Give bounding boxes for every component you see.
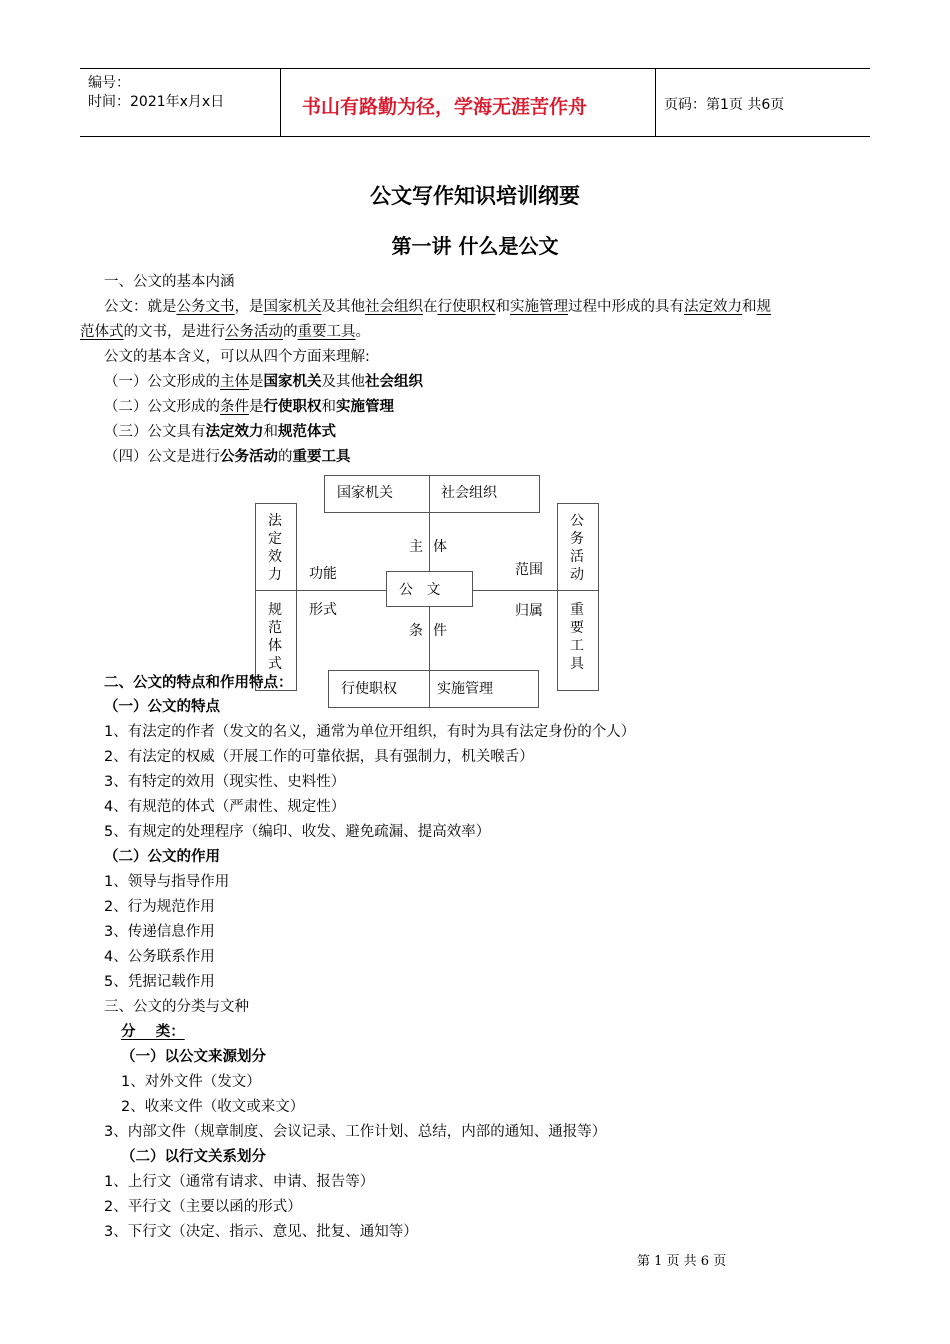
def-term: 重要工具	[297, 324, 356, 340]
header-page-info: 页码：第1页 共6页	[664, 97, 785, 113]
diagram-label-jian: 件	[433, 623, 447, 639]
source-item-1: 1、对外文件（发文）	[121, 1074, 261, 1090]
item-key: 规范体式	[278, 424, 336, 440]
item-text: 和	[321, 399, 336, 415]
item-term: 主体	[220, 374, 249, 390]
doc-date-label: 时间：2021年x月x日	[88, 94, 225, 110]
item-text: （三）公文具有	[104, 424, 206, 440]
def-text: 的文书，是进行	[123, 324, 225, 340]
def-text: 在	[423, 299, 438, 315]
item-key: 公务活动	[220, 449, 278, 465]
def-text: 公文：就是	[104, 299, 177, 315]
role-item-3: 3、传递信息作用	[104, 924, 215, 940]
section3-heading: 三、公文的分类与文种	[104, 999, 249, 1015]
meaning-item-1	[104, 370, 423, 391]
item-text: （二）公文形成的	[104, 399, 220, 415]
def-term: 实施管理	[510, 299, 568, 315]
item-text: 是	[249, 374, 264, 390]
doc-number-label: 编号：	[88, 75, 130, 91]
diagram-label-function: 功能	[309, 566, 337, 582]
role-item-2: 2、行为规范作用	[104, 899, 215, 915]
item-key: 重要工具	[292, 449, 351, 465]
diagram-label-scope: 范围	[515, 562, 543, 578]
feature-item-5: 5、有规定的处理程序（编印、收发、避免疏漏、提高效率）	[104, 824, 491, 840]
diagram-top-left: 国家机关	[337, 485, 393, 501]
diagram-top-divider	[429, 475, 430, 513]
section2-sub2: （二）公文的作用	[104, 849, 220, 865]
item-term: 条件	[220, 399, 249, 415]
header-divider-left	[280, 68, 281, 136]
definition-line-2	[80, 320, 370, 341]
classification-label: 分 类：	[121, 1024, 185, 1040]
item-text: （一）公文形成的	[104, 374, 220, 390]
meaning-item-3	[104, 420, 336, 441]
role-item-4: 4、公务联系作用	[104, 949, 215, 965]
header-top-rule	[80, 68, 870, 69]
diagram-right-divider	[557, 590, 599, 591]
relation-item-1: 1、上行文（通常有请求、申请、报告等）	[104, 1174, 375, 1190]
feature-item-4: 4、有规范的体式（严肃性、规定性）	[104, 799, 346, 815]
role-item-5: 5、凭据记载作用	[104, 974, 215, 990]
def-term: 范体式	[80, 324, 124, 340]
def-text: 的	[283, 324, 298, 340]
diagram-top-right: 社会组织	[441, 485, 497, 501]
source-item-2: 2、收来文件（收文或来文）	[121, 1099, 305, 1115]
def-term: 公务文书	[176, 299, 235, 315]
header-divider-right	[655, 68, 656, 136]
section3-sub1: （一）以公文来源划分	[121, 1049, 266, 1065]
def-term: 行使职权	[437, 299, 496, 315]
feature-item-3: 3、有特定的效用（现实性、史料性）	[104, 774, 346, 790]
item-key: 社会组织	[365, 374, 423, 390]
def-term: 公务活动	[225, 324, 283, 340]
diagram-label-ti: 体	[433, 539, 447, 555]
diagram-bottom-right: 实施管理	[437, 681, 493, 697]
relation-item-2: 2、平行文（主要以函的形式）	[104, 1199, 302, 1215]
def-term: 社会组织	[365, 299, 423, 315]
def-term: 规	[756, 299, 771, 315]
feature-item-1: 1、有法定的作者（发文的名义，通常为单位开组织，有时为具有法定身份的个人）	[104, 724, 636, 740]
meaning-intro: 公文的基本含义，可以从四个方面来理解:	[104, 349, 370, 365]
document-title: 公文写作知识培训纲要	[370, 184, 580, 208]
header-motto: 书山有路勤为径，学海无涯苦作舟	[302, 96, 588, 118]
lecture-title: 第一讲 什么是公文	[391, 234, 559, 258]
item-text: 的	[278, 449, 293, 465]
relation-item-3: 3、下行文（决定、指示、意见、批复、通知等）	[104, 1224, 418, 1240]
item-text: 和	[263, 424, 278, 440]
item-key: 实施管理	[336, 399, 394, 415]
diagram-left-top: 法定效力	[268, 513, 282, 583]
def-term: 国家机关	[263, 299, 322, 315]
def-text: 过程中形成的具有	[568, 299, 684, 315]
page-footer: 第 1 页 共 6 页	[637, 1254, 727, 1269]
meaning-item-4	[104, 445, 351, 466]
def-text: ，是	[234, 299, 264, 315]
def-text: 和	[742, 299, 757, 315]
diagram-left-bottom: 规范体式	[268, 602, 282, 672]
diagram-right-top: 公务活动	[570, 513, 584, 583]
section1-heading: 一、公文的基本内涵	[104, 274, 235, 290]
section2-sub1: （一）公文的特点	[104, 699, 220, 715]
item-text: 是	[249, 399, 264, 415]
def-term: 法定效力	[684, 299, 742, 315]
header-bottom-rule	[80, 136, 870, 137]
source-item-3: 3、内部文件（规章制度、会议记录、工作计划、总结，内部的通知、通报等）	[104, 1124, 607, 1140]
diagram-label-tiao: 条	[409, 623, 423, 639]
diagram-right-bottom: 重要工具	[570, 602, 584, 672]
section2-heading: 二、公文的特点和作用特点：	[104, 675, 293, 691]
definition-line-1	[104, 295, 771, 316]
item-text: 及其他	[321, 374, 365, 390]
diagram-label-form: 形式	[309, 602, 337, 618]
diagram-bottom-left: 行使职权	[341, 681, 397, 697]
diagram-bottom-divider	[429, 670, 430, 708]
role-item-1: 1、领导与指导作用	[104, 874, 230, 890]
item-key: 行使职权	[263, 399, 322, 415]
feature-item-2: 2、有法定的权威（开展工作的可靠依据，具有强制力，机关喉舌）	[104, 749, 534, 765]
diagram-left-divider	[255, 590, 297, 591]
meaning-item-2	[104, 395, 394, 416]
item-key: 国家机关	[263, 374, 322, 390]
diagram-center-label: 公 文	[399, 582, 441, 598]
item-key: 法定效力	[205, 424, 264, 440]
diagram-label-zhu: 主	[409, 539, 423, 555]
diagram-label-belong: 归属	[515, 603, 543, 619]
item-text: （四）公文是进行	[104, 449, 220, 465]
def-text: 和	[495, 299, 510, 315]
section3-sub2: （二）以行文关系划分	[121, 1149, 266, 1165]
def-text: 及其他	[321, 299, 365, 315]
def-text: 。	[355, 324, 370, 340]
